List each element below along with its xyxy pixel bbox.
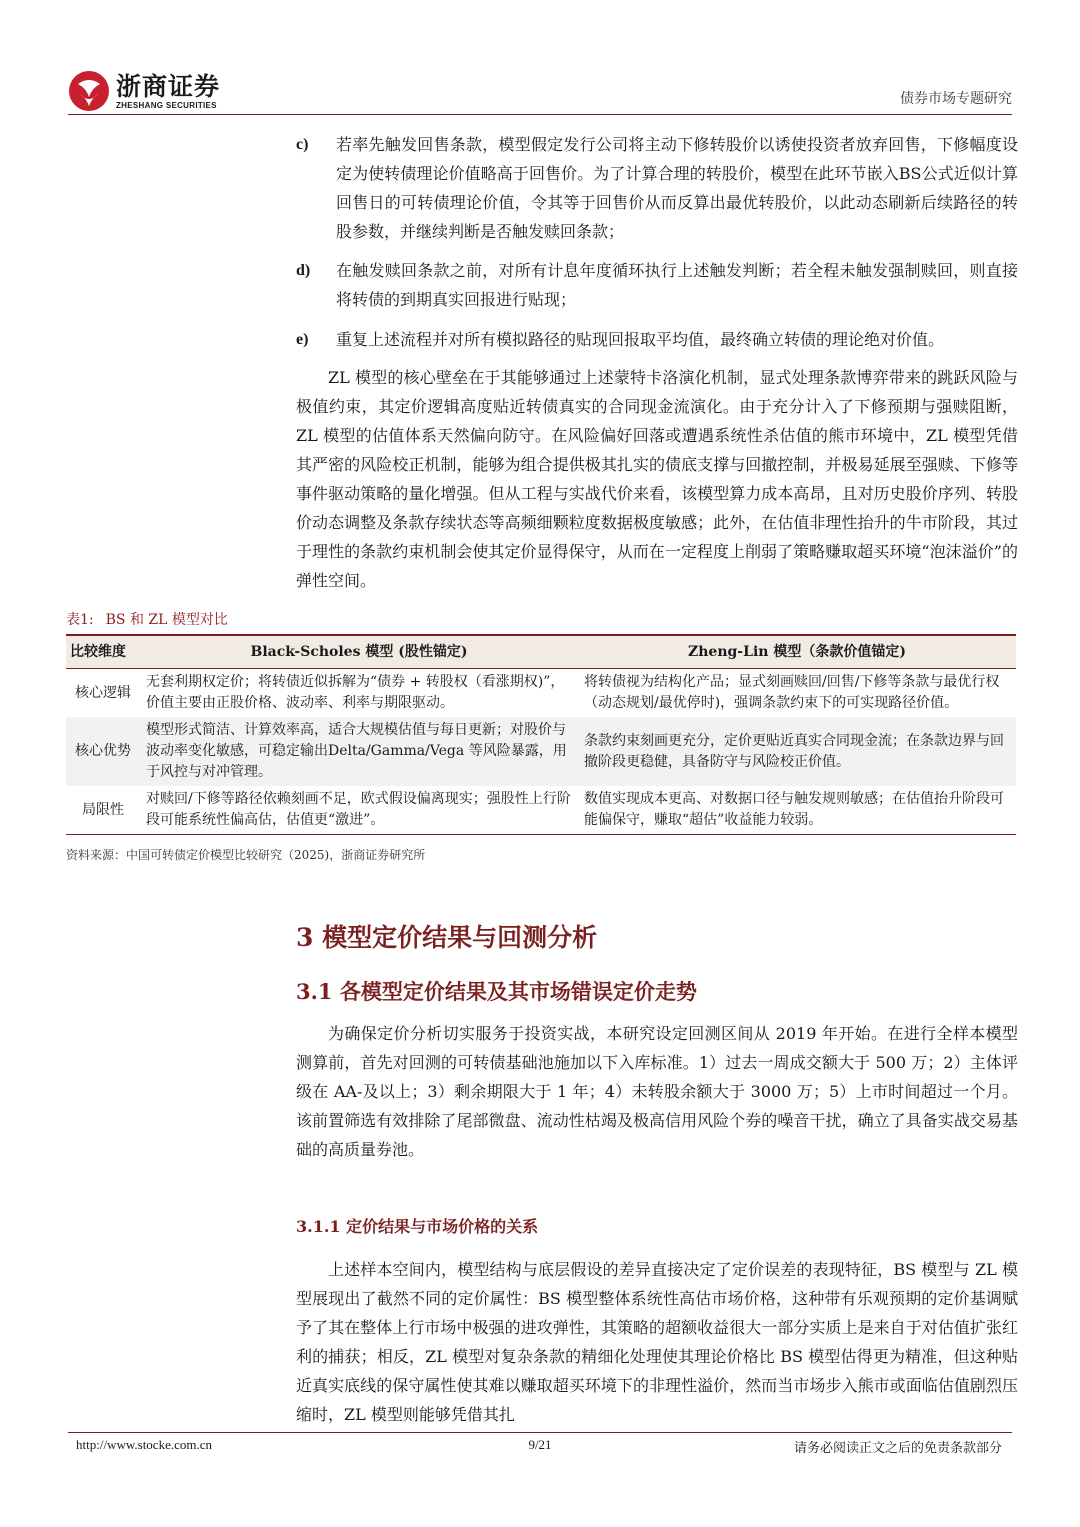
table-cell-dimension: 局限性: [66, 786, 140, 835]
brand-name-en: ZHESHANG SECURITIES: [116, 100, 217, 110]
list-item-e: [296, 325, 1018, 354]
table-caption: [66, 609, 228, 629]
table-cell-dimension: 核心逻辑: [75, 684, 131, 701]
table-source-note: 资料来源：中国可转债定价模型比较研究（2025)，浙商证券研究所: [66, 848, 426, 862]
list-item-label: d): [296, 262, 311, 279]
table-title: BS 和 ZL 模型对比: [105, 612, 228, 628]
table-cell-zl: 条款约束刻画更充分，定价更贴近真实合同现金流；在条款边界与回撤阶段更稳健，具备防守与风险校正价值。: [578, 717, 1016, 786]
table-row: [66, 786, 1016, 835]
table-cell-zl: 数值实现成本更高、对数据口径与触发规则敏感；在估值抬升阶段可能偏保守，赚取“超估”收益能力较弱。: [578, 786, 1016, 835]
brand-logo: [68, 70, 220, 112]
table-header-zl: Zheng-Lin 模型（条款价值锚定): [578, 635, 1016, 669]
table-cell-zl: 将转债视为结构化产品；显式刻画赎回/回售/下修等条款与最优行权（动态规划/最优停时)，强调条款约束下的可实现路径价值。: [584, 674, 1000, 711]
list-item-label: e): [296, 331, 309, 348]
zl-model-paragraph: ZL 模型的核心壁垒在于其能够通过上述蒙特卡洛演化机制，显式处理条款博弈带来的跳跃风险与极值约束，其定价逻辑高度贴近转债真实的合同现金流演化。由于充分计入了下修预期与强赎阻断，ZL 模型的估值体系天然偏向防守。在风险偏好回落或遭遇系统性杀估值的熊市环境中，ZL 模型凭借其严密的风险校正机制，能够为组合提供极其扎实的债底支撑与回撤控制，并极易延展至强赎、下修等事件驱动策略的量化增强。但从工程与实战代价来看，该模型算力成本高昂，且对历史股价序列、转股价动态调整及条款存续状态等高频细颗粒度数据极度敏感；此外，在估值非理性抬升的牛市阶段，其过于理性的条款约束机制会使其定价显得保守，从而在一定程度上削弱了策略赚取超买环境“泡沫溢价”的弹性空间。: [296, 368, 1018, 590]
list-item-d: [296, 256, 1018, 314]
list-item-text: 若率先触发回售条款，模型假定发行公司将主动下修转股价以诱使投资者放弃回售，下修幅度设定为使转债理论价值略高于回售价。为了计算合理的转股价，模型在此环节嵌入BS公式近似计算回售日的可转债理论价值，令其等于回售价从而反算出最优转股价，以此动态刷新后续路径的转股参数，并继续判断是否触发赎回条款；: [336, 135, 1018, 241]
model-comparison-table: [66, 634, 1016, 835]
list-item-c: [296, 130, 1018, 246]
table-row: [66, 717, 1016, 786]
table-header-dimension: 比较维度: [66, 635, 140, 669]
footer-divider: [68, 1432, 1012, 1433]
section-heading-3-1: 3.1 各模型定价结果及其市场错误定价走势: [296, 979, 697, 1004]
section-heading-3-1-1: 3.1.1 定价结果与市场价格的关系: [296, 1217, 539, 1236]
table-label: 表1:: [66, 612, 94, 628]
footer-url[interactable]: http://www.stocke.com.cn: [76, 1437, 212, 1452]
zheshang-logo-icon: [68, 70, 110, 112]
table-cell-bs: 对赎回/下修等路径依赖刻画不足，欧式假设偏离现实；强股性上行阶段可能系统性偏高估，估值更“激进”。: [140, 786, 578, 835]
table-header-bs: Black-Scholes 模型 (股性锚定): [140, 635, 578, 669]
section-heading-3: 3 模型定价结果与回测分析: [296, 923, 598, 952]
list-item-text: 重复上述流程并对所有模拟路径的贴现回报取平均值，最终确立转债的理论绝对价值。: [336, 330, 945, 349]
page-number: 9/21: [528, 1437, 552, 1452]
table-cell-bs: 模型形式简洁、计算效率高，适合大规模估值与每日更新；对股价与波动率变化敏感，可稳定输出Delta/Gamma/Vega 等风险暴露，用于风控与对冲管理。: [140, 717, 578, 786]
table-cell-bs: 无套利期权定价；将转债近似拆解为“债券 + 转股权（看涨期权)”，价值主要由正股价格、波动率、利率与期限驱动。: [146, 674, 565, 711]
table-row: [66, 669, 1016, 718]
header-divider: [68, 114, 1012, 115]
screening-paragraph: 为确保定价分析切实服务于投资实战，本研究设定回测区间从 2019 年开始。在进行全样本模型测算前，首先对回测的可转债基础池施加以下入库标准。1）过去一周成交额大于 500 万；2）主体评级在 AA-及以上；3）剩余期限大于 1 年；4）未转股余额大于 3000 万；5）上市时间超过一个月。该前置筛选有效排除了尾部微盘、流动性枯竭及极高信用风险个券的噪音干扰，确立了具备实战交易基础的高质量券池。: [296, 1024, 1018, 1159]
list-item-label: c): [296, 136, 309, 153]
footer-disclaimer: 请务必阅读正文之后的免责条款部分: [793, 1441, 1002, 1456]
table-cell-dimension: 核心优势: [66, 717, 140, 786]
brand-name-cn: 浙商证券: [116, 71, 221, 101]
report-section-label: 债券市场专题研究: [900, 91, 1012, 107]
list-item-text: 在触发赎回条款之前，对所有计息年度循环执行上述触发判断；若全程未触发强制赎回，则直接将转债的到期真实回报进行贴现；: [336, 261, 1018, 309]
table-header-row: [66, 635, 1016, 669]
pricing-relation-paragraph: 上述样本空间内，模型结构与底层假设的差异直接决定了定价误差的表现特征，BS 模型与 ZL 模型展现出了截然不同的定价属性：BS 模型整体系统性高估市场价格，这种带有乐观预期的定价基调赋予了其在整体上行市场中极强的进攻弹性，其策略的超额收益很大一部分实质上是来自于对估值扩张红利的捕获；相反，ZL 模型对复杂条款的精细化处理使其理论价格比 BS 模型估得更为精准，但这种贴近真实底线的保守属性使其难以赚取超买环境下的非理性溢价，然而当市场步入熊市或面临估值剧烈压缩时，ZL 模型则能够凭借其扎: [296, 1260, 1018, 1424]
